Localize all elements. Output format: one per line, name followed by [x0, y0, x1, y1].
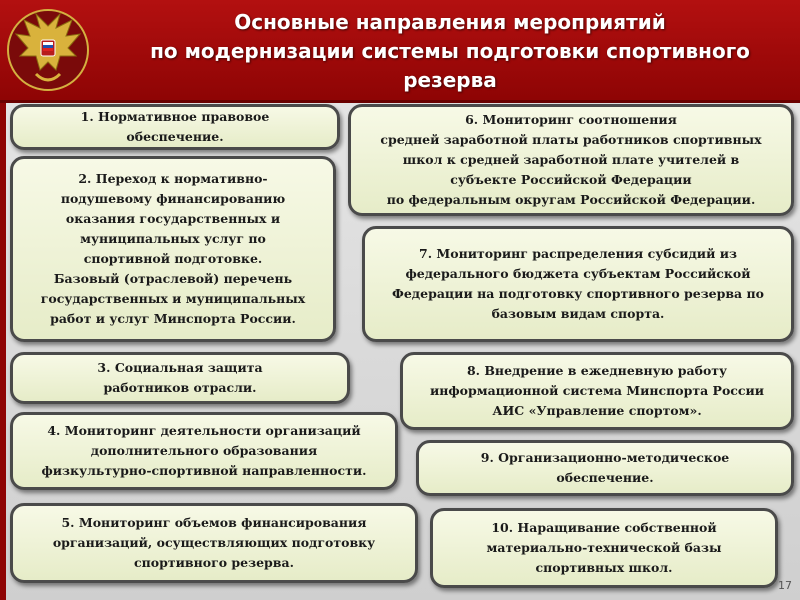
item-3-box: 3. Социальная защита работников отрасли.	[10, 352, 350, 404]
item-4-box: 4. Мониторинг деятельности организаций дополнительного образования физкультурно-спортивной направленности.	[10, 412, 398, 490]
slide-header	[0, 0, 800, 103]
double-headed-eagle-emblem-icon	[6, 4, 90, 96]
side-accent-strip	[0, 103, 6, 600]
item-1-box: 1. Нормативное правовое обеспечение.	[10, 104, 340, 150]
item-7-box: 7. Мониторинг распределения субсидий из федерального бюджета субъектам Российской Федерации на подготовку спортивного резерва по базовым видам спорта.	[362, 226, 794, 342]
item-9-box: 9. Организационно-методическое обеспечение.	[416, 440, 794, 496]
page-number: 17	[778, 579, 792, 592]
item-10-box: 10. Наращивание собственной материально-технической базы спортивных школ.	[430, 508, 778, 588]
item-5-box: 5. Мониторинг объемов финансирования организаций, осуществляющих подготовку спортивного резерва.	[10, 503, 418, 583]
slide-title: Основные направления мероприятий по модернизации системы подготовки спортивного резерва	[150, 10, 750, 92]
item-8-box: 8. Внедрение в ежедневную работу информационной система Минспорта России АИС «Управление спортом».	[400, 352, 794, 430]
item-6-box: 6. Мониторинг соотношения средней заработной платы работников спортивных школ к средней заработной плате учителей в субъекте Российской Федерации по федеральным округам Российской Федерации.	[348, 104, 794, 216]
item-2-box: 2. Переход к нормативно- подушевому финансированию оказания государственных и муниципальных услуг по спортивной подготовке. Базовый (отраслевой) перечень государственных и муниципальных работ и услуг Минспорта России.	[10, 156, 336, 342]
